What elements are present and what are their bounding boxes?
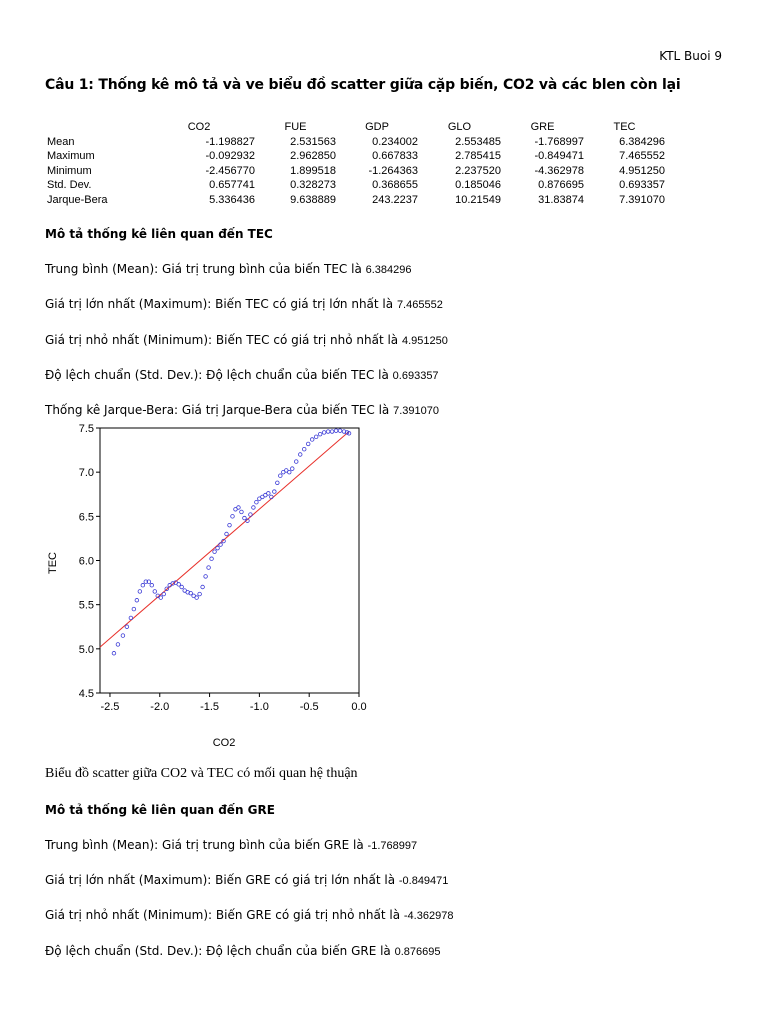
tec-mean-value: 6.384296 [365,264,412,276]
stats-row-label: Maximum [47,150,95,162]
tec-std-value: 0.693357 [392,370,439,382]
stats-cell: 2.785415 [455,150,501,162]
x-tick-label: -2.0 [150,701,170,713]
x-tick-label: 0.0 [351,701,367,713]
stats-cell: 0.368655 [372,179,418,191]
stats-row-mean [47,135,665,150]
stats-row-label: Std. Dev. [47,179,92,191]
stats-cell: 7.391070 [619,193,665,206]
stats-row-std-dev [47,178,665,193]
stats-row-label: Jarque-Bera [47,193,108,206]
stats-cell: 0.667833 [372,150,418,162]
tec-section-heading: Mô tả thống kê liên quan đến TEC [45,227,273,241]
stats-column-header: FUE [284,121,307,133]
stats-cell: -2.456770 [205,164,255,177]
tec-jb-value: 7.391070 [393,405,439,417]
co2-tec-scatter-chart [40,420,380,755]
stats-cell: 0.693357 [619,179,665,191]
stats-column-header: GDP [365,121,389,133]
tec-mean-text: Trung bình (Mean): Giá trị trung bình của biến TEC là [45,262,366,276]
plot-frame [100,428,359,693]
stats-cell: -1.768997 [534,135,584,148]
y-tick-label: 5.5 [78,599,94,612]
stats-cell: 2.553485 [455,135,501,148]
stats-cell: 5.336436 [209,193,255,206]
gre-min-line [45,908,453,922]
stats-column-header: GRE [530,121,555,133]
stats-cell: 0.328273 [290,179,336,191]
stats-cell: 6.384296 [619,135,665,148]
stats-cell: 9.638889 [290,193,336,206]
x-tick-label: -2.5 [100,701,120,713]
tec-jb-text: Thống kê Jarque-Bera: Giá trị Jarque-Bera của biến TEC là [45,403,394,417]
gre-std-value: 0.876695 [394,946,441,958]
tec-min-value: 4.951250 [401,335,448,347]
stats-cell: 0.234002 [372,135,418,148]
question-text: Thống kê mô tả và ve biểu đồ scatter giữa cặp biến, CO2 và các blen còn lại [93,77,681,93]
descriptive-stats-table [47,120,665,207]
stats-cell: 4.951250 [619,164,665,177]
stats-cell: 0.185046 [455,179,501,191]
y-axis-label: TEC [47,552,59,574]
stats-cell: 2.962850 [290,150,336,162]
stats-column-header: TEC [613,121,636,133]
gre-mean-line [45,838,417,852]
stats-cell: -1.264363 [368,164,418,177]
gre-std-text: Độ lệch chuẩn (Std. Dev.): Độ lệch chuẩn của biến GRE là [45,944,395,958]
y-tick-label: 6.0 [78,555,94,568]
question-title [45,77,680,93]
stats-cell: 2.237520 [455,164,501,177]
stats-cell: -4.362978 [534,164,584,177]
x-tick-label: -1.5 [200,701,220,713]
stats-cell: 0.657741 [209,179,255,191]
stats-cell: -0.092932 [205,150,255,162]
tec-mean-line [45,262,412,276]
stats-cell: 0.876695 [538,179,584,191]
y-tick-label: 5.0 [78,643,94,656]
y-tick-label: 7.5 [78,423,94,435]
stats-cell: 10.21549 [455,193,501,206]
stats-row-minimum [47,164,665,179]
gre-min-value: -4.362978 [403,910,454,922]
tec-jb-line [45,403,439,417]
tec-min-line [45,333,448,347]
gre-std-line [45,944,441,958]
gre-max-value: -0.849471 [398,875,449,887]
tec-max-value: 7.465552 [396,299,443,311]
stats-header-row [47,120,665,135]
stats-cell: 1.899518 [290,164,336,177]
tec-std-line [45,368,439,382]
stats-column-header: CO2 [187,121,211,133]
gre-max-text: Giá trị lớn nhất (Maximum): Biến GRE có giá trị lớn nhất là [45,873,399,887]
stats-row-jarque-bera [47,193,665,208]
tec-std-text: Độ lệch chuẩn (Std. Dev.): Độ lệch chuẩn của biến TEC là [45,368,393,382]
chart-caption: Biểu đồ scatter giữa CO2 và TEC có mối quan hệ thuận [45,766,358,781]
tec-max-line [45,297,443,311]
stats-cell: -0.849471 [534,150,584,162]
stats-row-maximum [47,149,665,164]
gre-min-text: Giá trị nhỏ nhất (Minimum): Biến GRE có giá trị nhỏ nhất là [45,908,404,922]
x-axis-label: CO2 [212,737,236,749]
stats-cell: -1.198827 [205,135,255,148]
stats-cell: 7.465552 [619,150,665,162]
y-tick-label: 4.5 [78,688,94,700]
stats-row-label: Mean [47,135,75,148]
document-header-label: KTL Buoi 9 [659,49,722,63]
tec-min-text: Giá trị nhỏ nhất (Minimum): Biến TEC có giá trị nhỏ nhất là [45,333,402,347]
stats-corner-cell [47,120,143,135]
y-tick-label: 7.0 [78,467,94,480]
question-number: Câu 1: [45,77,94,93]
gre-max-line [45,873,448,887]
x-tick-label: -0.5 [299,701,319,713]
stats-cell: 243.2237 [372,193,418,206]
gre-mean-text: Trung bình (Mean): Giá trị trung bình của biến GRE là [45,838,368,852]
gre-section-heading: Mô tả thống kê liên quan đến GRE [45,803,275,817]
y-tick-label: 6.5 [78,511,94,524]
x-tick-label: -1.0 [249,701,269,713]
stats-column-header: GLO [447,121,472,133]
stats-row-label: Minimum [47,164,92,177]
gre-mean-value: -1.768997 [367,840,418,852]
tec-max-text: Giá trị lớn nhất (Maximum): Biến TEC có giá trị lớn nhất là [45,297,397,311]
stats-cell: 2.531563 [290,135,336,148]
stats-cell: 31.83874 [538,193,584,206]
